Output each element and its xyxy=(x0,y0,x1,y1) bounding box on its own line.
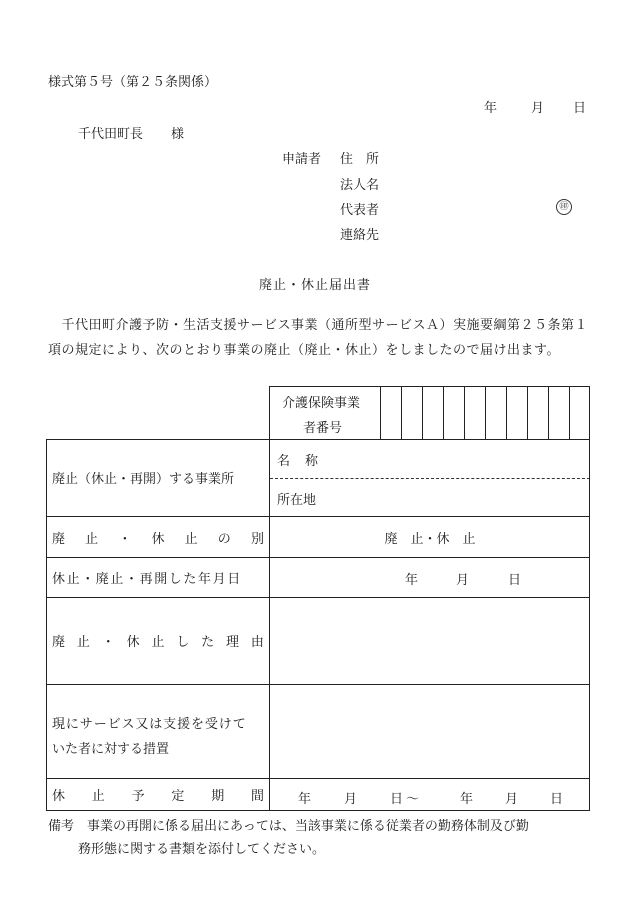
label-char: 由 xyxy=(250,635,264,650)
office-location-label: 所在地 xyxy=(277,493,317,508)
addressee-suffix: 様 xyxy=(171,127,185,142)
measures-label-line2: いた者に対する措置 xyxy=(52,742,170,757)
label-char: た xyxy=(201,635,215,650)
number-box-rule xyxy=(443,386,444,439)
label-char: 休 xyxy=(151,531,165,547)
table-rule xyxy=(46,439,47,811)
label-char: 止 xyxy=(151,635,165,650)
office-label: 廃止（休止・再開）する事業所 xyxy=(52,472,235,487)
number-box-rule xyxy=(548,386,549,439)
row3-month: 月 xyxy=(456,573,470,588)
label-char: 廃 xyxy=(52,531,66,547)
type-label xyxy=(52,517,264,557)
applicant-label: 申請者 xyxy=(282,152,322,167)
reason-label xyxy=(52,597,264,684)
number-box-rule xyxy=(464,386,465,439)
label-char: 期 xyxy=(211,788,225,804)
number-box-rule xyxy=(422,386,423,439)
table-rule xyxy=(269,386,270,811)
label-char: の xyxy=(217,531,231,547)
label-char: 止 xyxy=(85,531,99,547)
note xyxy=(48,815,529,861)
office-name-label: 名 称 xyxy=(277,454,320,469)
number-box-rule xyxy=(506,386,507,439)
number-box-rule xyxy=(527,386,528,439)
period-label xyxy=(52,778,264,810)
label-char: 止 xyxy=(76,635,90,650)
label-char: 休 xyxy=(52,788,66,804)
measures-label-line1: 現にサービス又は支援を受けて xyxy=(52,717,247,732)
row3-year: 年 xyxy=(405,573,419,588)
applicant-address-label: 住 所 xyxy=(340,152,380,167)
type-value: 廃 止・休 止 xyxy=(384,531,476,547)
date-day: 日 xyxy=(573,101,587,116)
number-box-rule xyxy=(569,386,570,439)
label-char: 予 xyxy=(131,788,145,804)
label-char: し xyxy=(176,635,190,650)
applicant-corporation-label: 法人名 xyxy=(340,178,380,193)
period-year-to: 年 xyxy=(460,792,474,807)
table-rule xyxy=(46,684,590,685)
form-number: 様式第５号（第２５条関係） xyxy=(48,75,218,90)
label-char: 理 xyxy=(226,635,240,650)
label-char: 間 xyxy=(250,788,264,804)
period-tilde: ～ xyxy=(406,792,420,807)
note-line-2: 務形態に関する書類を添付してください。 xyxy=(78,842,326,857)
period-month-from: 月 xyxy=(344,792,358,807)
addressee xyxy=(78,123,184,142)
insurance-number-label: 介護保険事業 xyxy=(282,396,361,411)
period-day-to: 日 xyxy=(550,792,564,807)
row3-day: 日 xyxy=(508,573,522,588)
date-row-label: 休止・廃止・再開した年月日 xyxy=(52,571,242,587)
period-year-from: 年 xyxy=(298,792,312,807)
table-rule xyxy=(269,386,590,387)
label-char: 廃 xyxy=(52,635,66,650)
number-box-rule xyxy=(380,386,381,439)
document-title: 廃止・休止届出書 xyxy=(258,278,371,293)
number-box-rule xyxy=(485,386,486,439)
label-char: 別 xyxy=(250,531,264,547)
body-paragraph: 千代田町介護予防・生活支援サービス事業（通所型サービスＡ）実施要綱第２５条第１項の規定により、次のとおり事業の廃止（廃止・休止）をしましたので届け出ます。 xyxy=(48,318,589,358)
seal-mark: ㊞ xyxy=(556,199,572,215)
label-char: ・ xyxy=(101,635,115,650)
applicant-contact-label: 連絡先 xyxy=(340,228,380,243)
table-dashed-rule xyxy=(270,478,590,479)
date-year: 年 xyxy=(484,101,498,116)
table-rule xyxy=(589,386,590,811)
addressee-name: 千代田町長 xyxy=(78,127,144,142)
insurance-number-label-2: 者番号 xyxy=(303,421,343,436)
period-month-to: 月 xyxy=(505,792,519,807)
date-month: 月 xyxy=(531,101,545,116)
note-line-1: 備考 事業の再開に係る届出にあっては、当該事業に係る従業者の勤務体制及び勤 xyxy=(48,819,529,834)
label-char: 止 xyxy=(184,531,198,547)
period-day-from: 日 xyxy=(390,792,404,807)
applicant-representative-label: 代表者 xyxy=(340,203,380,218)
label-char: 定 xyxy=(171,788,185,804)
number-box-rule xyxy=(401,386,402,439)
label-char: ・ xyxy=(118,531,132,547)
table-rule xyxy=(46,810,590,811)
label-char: 休 xyxy=(126,635,140,650)
label-char: 止 xyxy=(91,788,105,804)
